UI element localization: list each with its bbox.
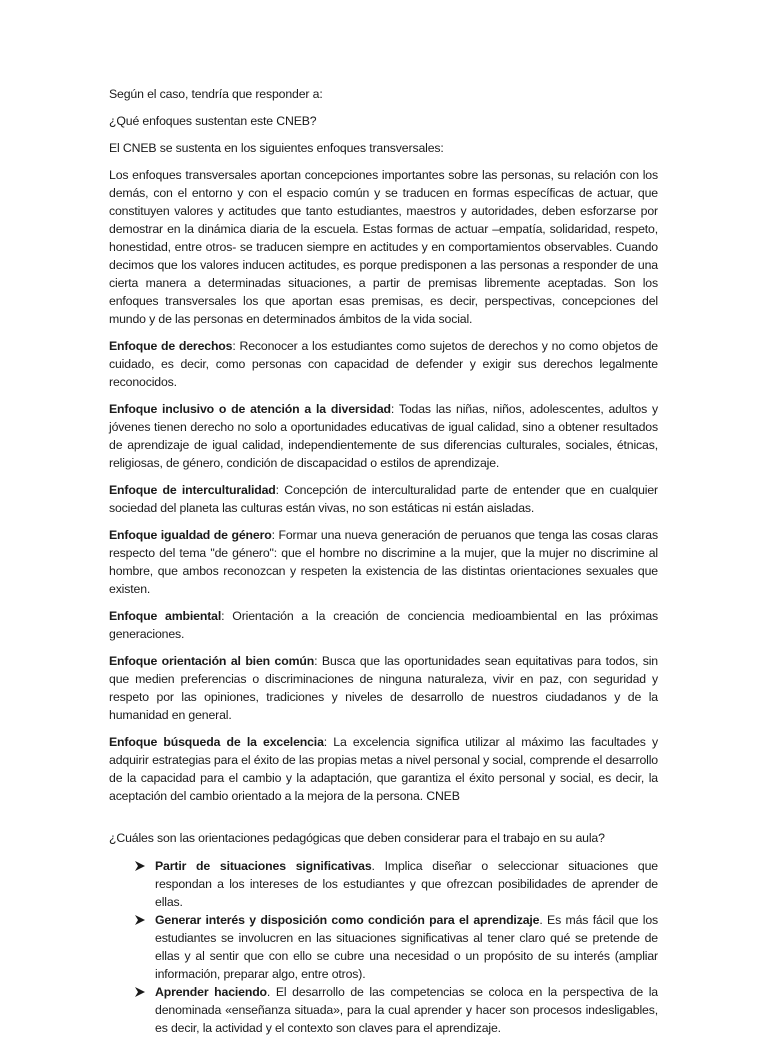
enfoque-paragraph: [109, 481, 658, 517]
question-enfoques: ¿Qué enfoques sustentan este CNEB?: [109, 114, 317, 128]
enfoque-title: Enfoque ambiental: [109, 609, 222, 623]
enfoque-paragraph: [109, 400, 658, 472]
enfoques-description: Los enfoques transversales aportan concepciones importantes sobre las personas, su relación con los demás, con el entorno y con el espacio común y se traducen en formas específicas de actuar, que constituyen valores y actitudes que tanto estudiantes, maestros y autoridades, deben esforzarse por demostrar en la dinámica diaria de la escuela. Estas formas de actuar –empatía, solidaridad, respeto, honestidad, entre otros- se traducen siempre en actitudes y en comportamientos observables. Cuando decimos que los valores inducen actitudes, es porque predisponen a las personas a responder de una cierta manera a determinadas situaciones, a partir de premisas libremente aceptadas. Son los enfoques transversales los que aportan esas premisas, es decir, perspectivas, concepciones del mundo y de las personas en determinados ámbitos de la vida social.: [109, 168, 658, 326]
enfoque-title: Enfoque de derechos: [109, 339, 233, 353]
orientacion-text: . Es más fácil que los estudiantes se involucren en las situaciones significativas al tener claro qué se pretende de ellas y al sentir que con ello se cubre una necesidad o un propósito de su interés (ampliar información, preparar algo, entre otros).: [155, 913, 659, 981]
orientacion-text: . Implica diseñar o seleccionar situaciones que respondan a los intereses de los estudiantes y que ofrezcan posibilidades de aprender de ellas.: [155, 859, 658, 909]
list-item: [135, 983, 658, 1037]
enfoque-title: Enfoque inclusivo o de atención a la diversidad: [109, 402, 391, 416]
orientaciones-list: [109, 857, 658, 1037]
orientacion-text: . El desarrollo de las competencias se coloca en la perspectiva de la denominada «enseñanza situada», para la cual aprender y hacer son procesos indesligables, es decir, la actividad y el contexto son claves para el aprendizaje.: [155, 985, 658, 1035]
enfoque-paragraph: [109, 526, 658, 598]
arrowhead-icon: [135, 983, 149, 1001]
enfoque-title: Enfoque orientación al bien común: [109, 654, 315, 668]
spacer: [109, 805, 658, 823]
question-orientaciones: ¿Cuáles son las orientaciones pedagógicas que deben considerar para el trabajo en su aula?: [109, 831, 605, 845]
enfoque-title: Enfoque de interculturalidad: [109, 483, 276, 497]
intro-line: Según el caso, tendría que responder a:: [109, 87, 323, 101]
enfoque-text: : Concepción de interculturalidad parte de entender que en cualquier sociedad del planeta las culturas están vivas, no son estáticas ni están aisladas.: [109, 483, 658, 515]
enfoque-paragraph: [109, 652, 658, 724]
enfoque-title: Enfoque igualdad de género: [109, 528, 272, 542]
enfoque-text: : Orientación a la creación de conciencia medioambiental en las próximas generaciones.: [109, 609, 659, 641]
enfoque-text: : Formar una nueva generación de peruanos que tenga las cosas claras respecto del tema "de género": que el hombre no discrimine a la mujer, que la mujer no discrimine al hombre, que ambos reconozcan y respeten la existencia de las distintas orientaciones sexuales que existen.: [109, 528, 658, 596]
arrowhead-icon: [135, 911, 149, 929]
answer-intro: El CNEB se sustenta en los siguientes enfoques transversales:: [109, 141, 444, 155]
enfoque-paragraph: [109, 337, 658, 391]
orientacion-title: Partir de situaciones significativas: [155, 859, 372, 873]
enfoque-text: : La excelencia significa utilizar al máximo las facultades y adquirir estrategias para el éxito de las propias metas a nivel personal y social, comprende el desarrollo de la capacidad para el cambio y la adaptación, que garantiza el éxito personal y social, es decir, la aceptación del cambio orientado a la mejora de la persona. CNEB: [109, 735, 658, 803]
enfoque-title: Enfoque búsqueda de la excelencia: [109, 735, 324, 749]
enfoque-paragraph: [109, 607, 658, 643]
enfoque-text: : Reconocer a los estudiantes como sujetos de derechos y no como objetos de cuidado, es decir, como personas con capacidad de defender y exigir sus derechos legalmente reconocidos.: [109, 339, 658, 389]
enfoque-paragraph: [109, 733, 658, 805]
enfoque-text: : Todas las niñas, niños, adolescentes, adultos y jóvenes tienen derecho no solo a oportunidades educativas de igual calidad, sino a obtener resultados de aprendizaje de igual calidad, independientemente de sus diferencias culturales, sociales, étnicas, religiosas, de género, condición de discapacidad o estilos de aprendizaje.: [109, 402, 659, 470]
arrowhead-icon: [135, 857, 149, 875]
list-item: [135, 857, 658, 911]
orientacion-title: Generar interés y disposición como condición para el aprendizaje: [155, 913, 540, 927]
orientacion-title: Aprender haciendo: [155, 985, 267, 999]
list-item: [135, 911, 658, 983]
enfoque-text: : Busca que las oportunidades sean equitativas para todos, sin que medien preferencias o discriminaciones de ninguna naturaleza, vivir en paz, con seguridad y respeto por las opiniones, tradiciones y niveles de desarrollo de nuestros ciudadanos y de la humanidad en general.: [109, 654, 658, 722]
